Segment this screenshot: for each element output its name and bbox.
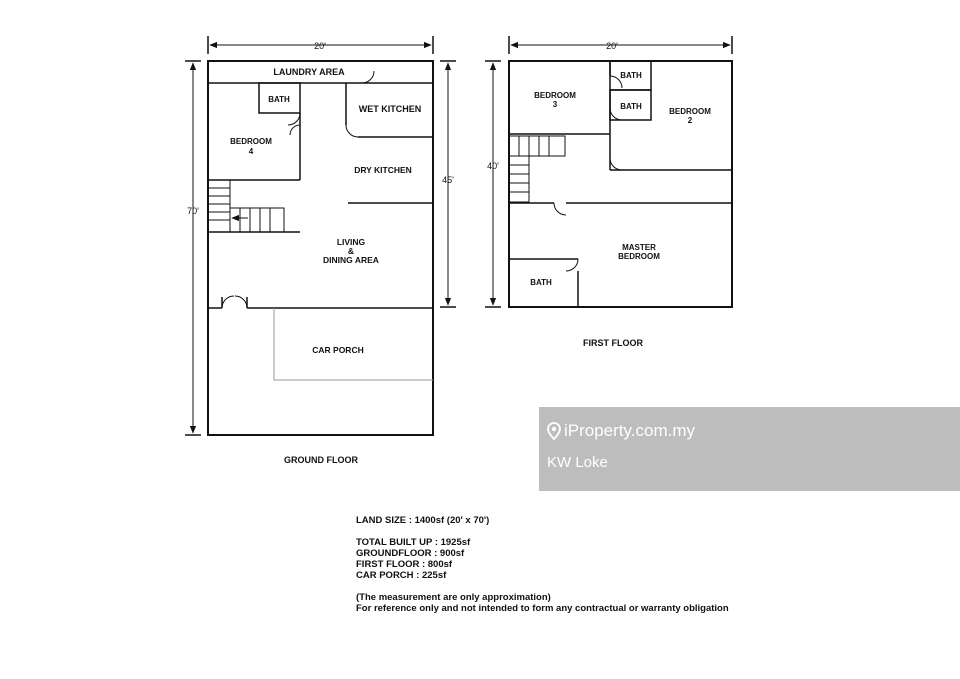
- watermark-brand-text: iProperty.com.my: [564, 421, 695, 440]
- bedroom-4-label: BEDROOM: [230, 137, 272, 146]
- ground-staircase: [208, 180, 300, 232]
- master-bath-label: BATH: [530, 278, 552, 287]
- ground-bath-label: BATH: [268, 95, 290, 104]
- ground-length-label: 70': [187, 206, 199, 216]
- first-width-label: 20': [606, 41, 618, 51]
- bedroom-3-label: BEDROOM: [534, 91, 576, 100]
- first-length-label: 40': [487, 161, 499, 171]
- dining-area-label: DINING AREA: [323, 255, 379, 265]
- first-bath-top-label: BATH: [620, 71, 642, 80]
- ground-width-label: 20': [314, 41, 326, 51]
- first-width-dimension: [509, 36, 732, 54]
- first-floor-plan: [485, 36, 732, 307]
- first-length-dimension: [485, 61, 501, 307]
- reference-disclaimer: For reference only and not intended to form any contractual or warranty obligation: [356, 603, 729, 614]
- master-bedroom-label: MASTER: [622, 243, 656, 252]
- laundry-area-label: LAUNDRY AREA: [273, 67, 345, 77]
- watermark-brand: [547, 421, 695, 441]
- area-notes: [356, 515, 729, 614]
- first-bath-mid-label: BATH: [620, 102, 642, 111]
- ground-floor-area-note: GROUNDFLOOR : 900sf: [356, 548, 465, 559]
- bedroom-3-number: 3: [552, 100, 558, 109]
- car-porch-label: CAR PORCH: [312, 345, 364, 355]
- bedroom-2-label: BEDROOM: [669, 107, 711, 116]
- ground-outer-wall: [208, 61, 433, 435]
- first-floor-area-note: FIRST FLOOR : 800sf: [356, 559, 453, 570]
- living-ampersand: &: [347, 246, 355, 256]
- ground-length-dimension: [185, 61, 201, 435]
- land-size-note: LAND SIZE : 1400sf (20' x 70'): [356, 515, 490, 526]
- ground-house-length-label: 45': [442, 175, 454, 185]
- first-staircase: [509, 136, 565, 202]
- car-porch-area-note: CAR PORCH : 225sf: [356, 570, 447, 581]
- watermark-overlay: [539, 407, 960, 491]
- first-floor-title: FIRST FLOOR: [583, 338, 643, 348]
- location-pin-icon: [547, 422, 561, 440]
- master-bedroom-label-2: BEDROOM: [618, 252, 660, 261]
- bedroom-2-number: 2: [687, 116, 693, 125]
- bedroom-4-number: 4: [248, 147, 254, 156]
- wet-kitchen-label: WET KITCHEN: [358, 104, 422, 114]
- ground-floor-plan: [185, 36, 456, 435]
- total-built-up-note: TOTAL BUILT UP : 1925sf: [356, 537, 471, 548]
- living-label: LIVING: [336, 237, 366, 247]
- watermark-agent: KW Loke: [547, 454, 608, 471]
- dry-kitchen-label: DRY KITCHEN: [354, 165, 412, 175]
- approximation-disclaimer: (The measurement are only approximation): [356, 592, 551, 603]
- ground-floor-title: GROUND FLOOR: [284, 455, 358, 465]
